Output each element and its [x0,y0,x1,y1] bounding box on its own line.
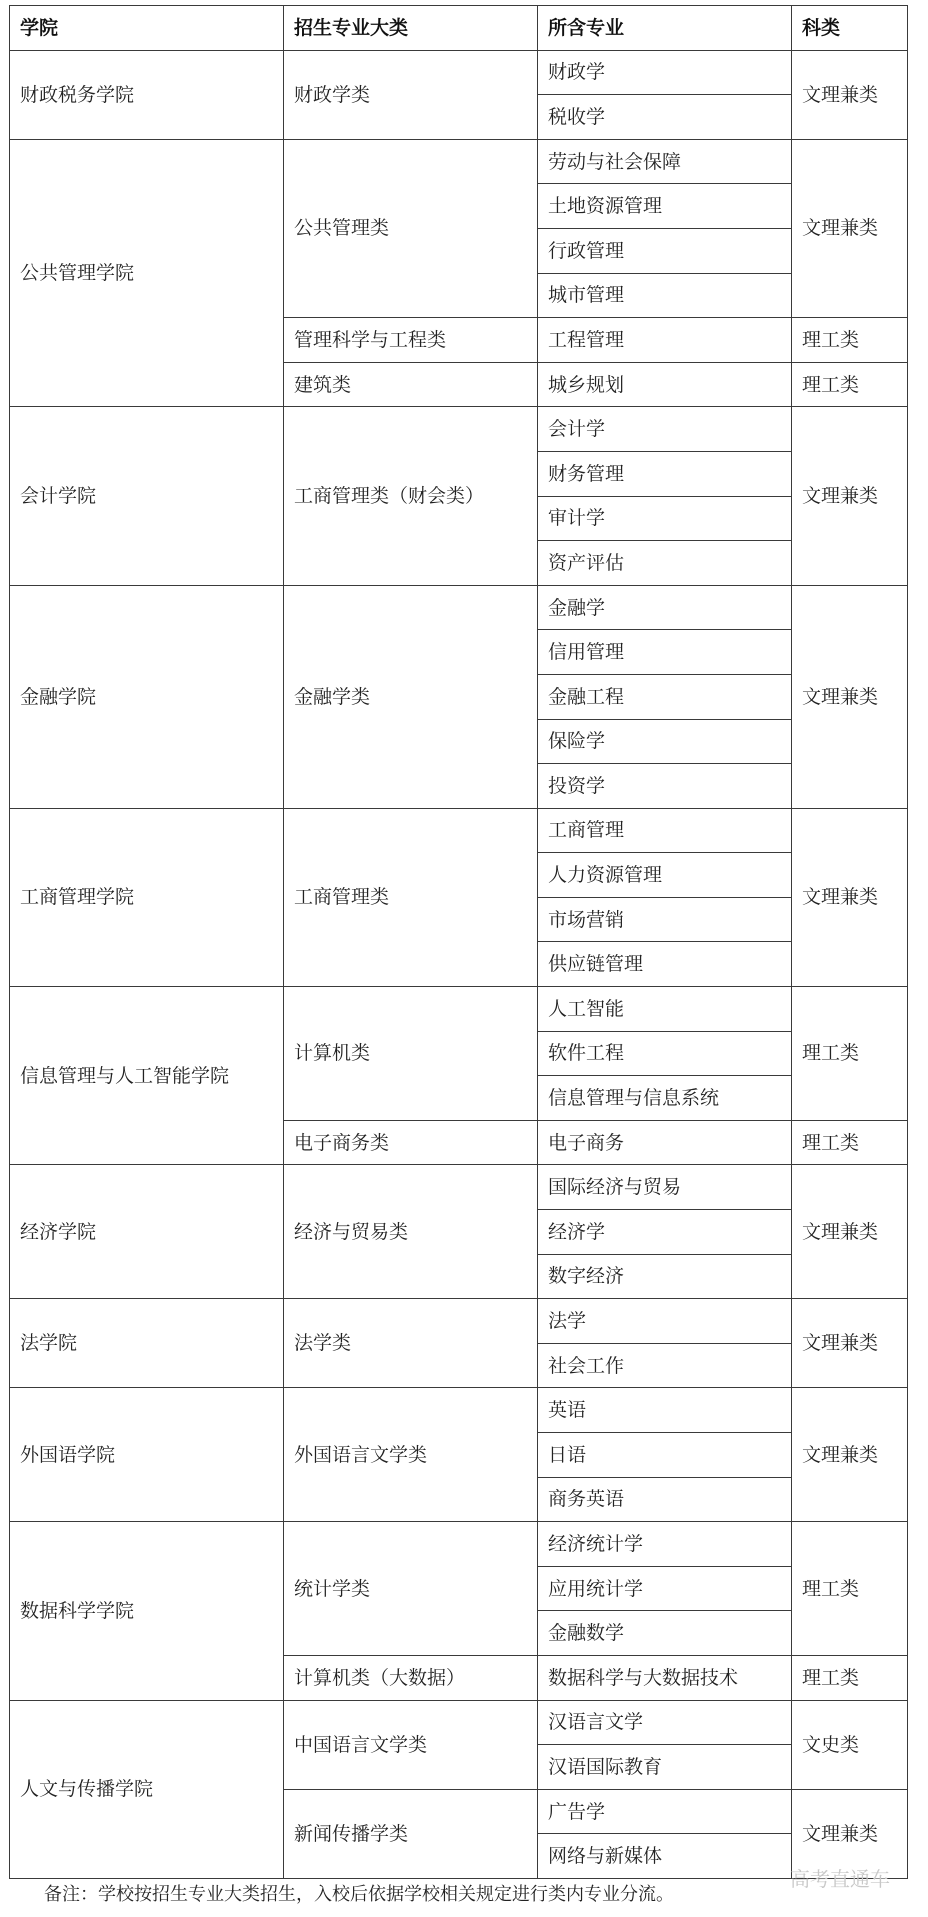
major-cell: 汉语言文学 [538,1700,792,1745]
major-cell: 应用统计学 [538,1566,792,1611]
college-cell: 经济学院 [10,1165,284,1299]
category-cell: 外国语言文学类 [284,1388,538,1522]
subject-cell: 文理兼类 [792,1299,908,1388]
major-cell: 城市管理 [538,273,792,318]
major-cell: 电子商务 [538,1120,792,1165]
major-cell: 保险学 [538,719,792,764]
major-cell: 工程管理 [538,318,792,363]
major-cell: 日语 [538,1433,792,1478]
table-row [10,1388,908,1433]
subject-cell: 文理兼类 [792,407,908,585]
major-cell: 软件工程 [538,1031,792,1076]
table-row [10,1522,908,1567]
subject-cell: 文理兼类 [792,808,908,986]
subject-cell: 文理兼类 [792,585,908,808]
major-cell: 财政学 [538,50,792,95]
major-cell: 劳动与社会保障 [538,139,792,184]
header-college: 学院 [10,6,284,51]
subject-cell: 理工类 [792,362,908,407]
college-cell: 公共管理学院 [10,139,284,407]
subject-cell: 文理兼类 [792,1789,908,1878]
table-row [10,987,908,1032]
category-cell: 计算机类（大数据） [284,1655,538,1700]
table-body [10,50,908,1878]
footnote: 备注：学校按招生专业大类招生，入校后依据学校相关规定进行类内专业分流。 [44,1884,674,1905]
college-cell: 会计学院 [10,407,284,585]
college-cell: 法学院 [10,1299,284,1388]
subject-cell: 理工类 [792,1655,908,1700]
major-cell: 经济统计学 [538,1522,792,1567]
table-row [10,585,908,630]
college-cell: 金融学院 [10,585,284,808]
major-cell: 网络与新媒体 [538,1834,792,1879]
major-cell: 资产评估 [538,541,792,586]
subject-cell: 文理兼类 [792,139,908,317]
college-cell: 信息管理与人工智能学院 [10,987,284,1165]
subject-cell: 文史类 [792,1700,908,1789]
major-cell: 金融数学 [538,1611,792,1656]
enrollment-table-container [9,5,907,1879]
major-cell: 信息管理与信息系统 [538,1076,792,1121]
major-cell: 广告学 [538,1789,792,1834]
subject-cell: 文理兼类 [792,1165,908,1299]
subject-cell: 文理兼类 [792,50,908,139]
major-cell: 供应链管理 [538,942,792,987]
major-cell: 财务管理 [538,451,792,496]
major-cell: 审计学 [538,496,792,541]
watermark: 高考直通车 [790,1867,890,1891]
header-category: 招生专业大类 [284,6,538,51]
table-row [10,50,908,95]
major-cell: 人工智能 [538,987,792,1032]
table-row [10,1165,908,1210]
category-cell: 电子商务类 [284,1120,538,1165]
category-cell: 管理科学与工程类 [284,318,538,363]
college-cell: 外国语学院 [10,1388,284,1522]
subject-cell: 理工类 [792,987,908,1121]
major-cell: 投资学 [538,764,792,809]
major-cell: 税收学 [538,95,792,140]
table-row [10,1700,908,1745]
college-cell: 财政税务学院 [10,50,284,139]
college-cell: 数据科学学院 [10,1522,284,1700]
table-row [10,808,908,853]
category-cell: 中国语言文学类 [284,1700,538,1789]
college-cell: 人文与传播学院 [10,1700,284,1878]
major-cell: 国际经济与贸易 [538,1165,792,1210]
major-cell: 英语 [538,1388,792,1433]
enrollment-table [9,5,908,1879]
header-major: 所含专业 [538,6,792,51]
category-cell: 经济与贸易类 [284,1165,538,1299]
table-row [10,139,908,184]
major-cell: 城乡规划 [538,362,792,407]
table-header [10,6,908,51]
header-row [10,6,908,51]
major-cell: 市场营销 [538,897,792,942]
category-cell: 公共管理类 [284,139,538,317]
college-cell: 工商管理学院 [10,808,284,986]
subject-cell: 理工类 [792,1522,908,1656]
category-cell: 新闻传播学类 [284,1789,538,1878]
category-cell: 工商管理类（财会类） [284,407,538,585]
major-cell: 土地资源管理 [538,184,792,229]
major-cell: 数字经济 [538,1254,792,1299]
subject-cell: 文理兼类 [792,1388,908,1522]
category-cell: 计算机类 [284,987,538,1121]
major-cell: 会计学 [538,407,792,452]
category-cell: 法学类 [284,1299,538,1388]
major-cell: 人力资源管理 [538,853,792,898]
category-cell: 统计学类 [284,1522,538,1656]
header-subject: 科类 [792,6,908,51]
major-cell: 信用管理 [538,630,792,675]
table-row [10,1299,908,1344]
major-cell: 社会工作 [538,1343,792,1388]
category-cell: 建筑类 [284,362,538,407]
major-cell: 商务英语 [538,1477,792,1522]
category-cell: 工商管理类 [284,808,538,986]
category-cell: 金融学类 [284,585,538,808]
major-cell: 工商管理 [538,808,792,853]
major-cell: 金融学 [538,585,792,630]
subject-cell: 理工类 [792,1120,908,1165]
major-cell: 汉语国际教育 [538,1745,792,1790]
major-cell: 数据科学与大数据技术 [538,1655,792,1700]
major-cell: 金融工程 [538,674,792,719]
subject-cell: 理工类 [792,318,908,363]
major-cell: 法学 [538,1299,792,1344]
major-cell: 经济学 [538,1210,792,1255]
major-cell: 行政管理 [538,228,792,273]
category-cell: 财政学类 [284,50,538,139]
table-row [10,407,908,452]
